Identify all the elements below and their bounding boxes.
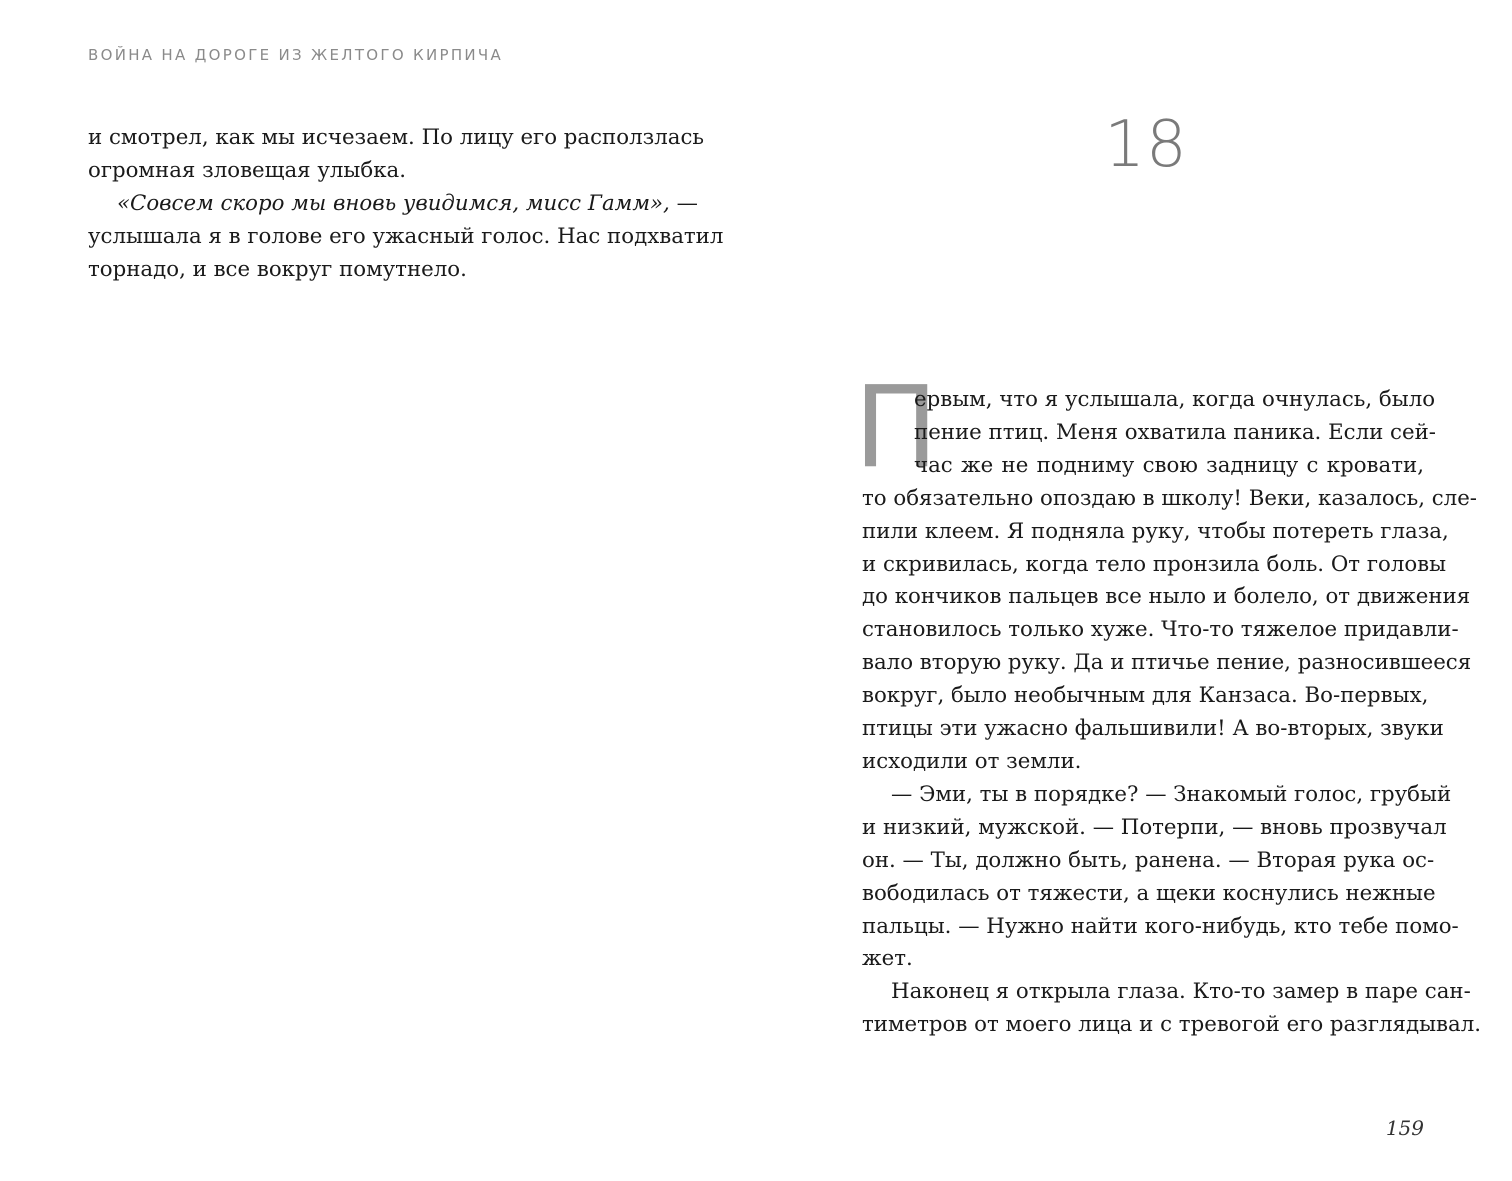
text-line: — Эми, ты в порядке? — Знакомый голос, грубый <box>891 781 1452 807</box>
page-number: 159 <box>1385 1116 1424 1140</box>
text-line: и скривилась, когда тело пронзила боль. От головы <box>862 551 1447 577</box>
right-page-text <box>862 384 1482 1042</box>
text-line: птицы эти ужасно фальшивили! А во-вторых, звуки <box>862 716 1444 742</box>
chapter-number: 18 <box>1104 108 1188 182</box>
dash: — <box>669 190 698 216</box>
text-line: вало вторую руку. Да и птичье пение, разносившееся <box>862 650 1472 676</box>
text-line: торнадо, и все вокруг помутнело. <box>88 256 467 282</box>
left-page-text <box>88 122 724 287</box>
text-line: пили клеем. Я подняла руку, чтобы потереть глаза, <box>862 518 1449 544</box>
text-line: Наконец я открыла глаза. Кто-то замер в паре сан- <box>891 979 1471 1005</box>
text-line: становилось только хуже. Что-то тяжелое придавли- <box>862 617 1459 643</box>
running-head: ВОЙНА НА ДОРОГЕ ИЗ ЖЕЛТОГО КИРПИЧА <box>88 46 504 64</box>
italic-quote: «Совсем скоро мы вновь увидимся, мисс Гамм», <box>117 190 670 216</box>
text-line: услышала я в голове его ужасный голос. Нас подхватил <box>88 223 724 249</box>
text-line: ервым, что я услышала, когда очнулась, было <box>914 387 1436 412</box>
text-line: то обязательно опоздаю в школу! Веки, казалось, сле- <box>862 485 1477 511</box>
text-line: и низкий, мужской. — Потерпи, — вновь прозвучал <box>862 814 1447 840</box>
text-line: пальцы. — Нужно найти кого-нибудь, кто тебе помо- <box>862 913 1459 939</box>
text-line: огромная зловещая улыбка. <box>88 157 406 183</box>
text-line: исходили от земли. <box>862 748 1082 774</box>
text-line: и смотрел, как мы исчезаем. По лицу его расползлась <box>88 125 704 150</box>
text-line: до кончиков пальцев все ныло и болело, от движения <box>862 584 1471 610</box>
drop-cap-letter: П <box>854 363 939 493</box>
text-line: жет. <box>862 946 913 972</box>
text-line: он. — Ты, должно быть, ранена. — Вторая рука ос- <box>862 847 1435 873</box>
text-line: пение птиц. Меня охватила паника. Если сей- <box>914 419 1436 445</box>
text-line: час же не подниму свою задницу с кровати, <box>914 452 1424 478</box>
text-line: вокруг, было необычным для Канзаса. Во-первых, <box>862 683 1429 709</box>
text-line: вободилась от тяжести, а щеки коснулись нежные <box>862 880 1436 906</box>
text-line: тиметров от моего лица и с тревогой его разглядывал. <box>862 1012 1482 1038</box>
text-line-quote <box>88 188 698 221</box>
